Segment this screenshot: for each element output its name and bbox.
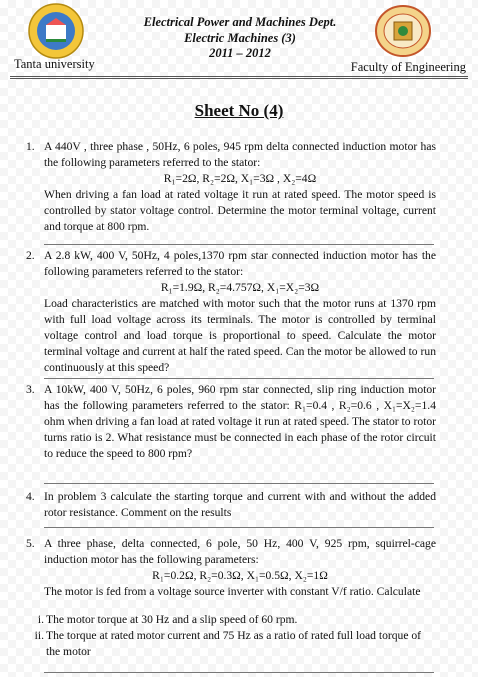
year-heading: 2011 – 2012 (209, 46, 271, 60)
parameters-line: R₁=1.9Ω, R₂=4.757Ω, X₁=X₂=3Ω (160, 281, 320, 294)
university-name: Tanta university (14, 57, 95, 71)
question-text: In problem 3 calculate the starting torque and current with and without the added rotor resistance. Comment on the results (44, 490, 436, 519)
sub-item-i (28, 612, 438, 628)
separator (44, 244, 434, 245)
separator (44, 527, 434, 528)
separator (44, 672, 434, 673)
faculty-name: Faculty of Engineering (350, 60, 466, 74)
sub-item-ii (28, 628, 438, 660)
question-number: 4. (26, 490, 35, 503)
question-text: A 440V , three phase , 50Hz, 6 poles, 945 rpm delta connected induction motor has the following parameters referred to the stator: (44, 140, 436, 169)
sub-item-label: ii. (34, 629, 44, 642)
question-4 (26, 489, 436, 521)
question-number: 1. (26, 140, 35, 153)
sub-item-text: The motor torque at 30 Hz and a slip speed of 60 rpm. (46, 613, 298, 626)
separator (44, 378, 434, 379)
course-heading: Electric Machines (3) (184, 31, 296, 45)
separator (44, 483, 434, 484)
question-text: When driving a fan load at rated voltage it run at rated speed. The motor speed is controlled by stator voltage control. Determine the motor terminal voltage, current and torque at 800 rpm. (44, 188, 436, 233)
question-3 (26, 382, 436, 462)
question-number: 2. (26, 249, 35, 262)
question-number: 3. (26, 383, 35, 396)
tanta-university-logo (28, 3, 84, 59)
question-text: A 10kW, 400 V, 50Hz, 6 poles, 960 rpm star connected, slip ring induction motor has the following parameters referred to the stator: R₁=0.4 , R₂=0.6 , X₁=X₂=1.4 ohm when driving a fan load at rated voltage it run at rated speed. The stator to rotor turns ratio is 2. What resistance must be connected in each phase of the rotor circuit to reduce the speed to 800 rpm? (44, 383, 436, 460)
question-text: Load characteristics are matched with motor such that the motor runs at 1370 rpm with full load voltage across its terminals. The motor is controlled by terminal voltage control and load torque is proportional to speed. Calculate the motor terminal voltage and current at half the rated speed. Can the motor be allowed to run continuously at this speed? (44, 297, 436, 374)
question-text: A 2.8 kW, 400 V, 50Hz, 4 poles,1370 rpm star connected induction motor has the following parameters referred to the stator: (44, 249, 436, 278)
sub-item-text: The torque at rated motor current and 75 Hz as a ratio of rated full load torque of the motor (46, 629, 422, 658)
question-5 (26, 536, 436, 600)
header-rule (10, 76, 468, 77)
question-text: A three phase, delta connected, 6 pole, 50 Hz, 400 V, 925 rpm, squirrel-cage induction motor has the following parameters: (44, 537, 436, 566)
question-1 (26, 139, 436, 235)
sub-item-label: i. (37, 613, 44, 626)
parameters-line: R₁=0.2Ω, R₂=0.3Ω, X₁=0.5Ω, X₂=1Ω (152, 569, 328, 582)
faculty-of-engineering-logo (374, 4, 432, 58)
question-number: 5. (26, 537, 35, 550)
header-rule (10, 78, 468, 79)
parameters-line: R₁=2Ω, R₂=2Ω, X₁=3Ω , X₂=4Ω (163, 172, 317, 185)
question-2 (26, 248, 436, 376)
question-text: The motor is fed from a voltage source inverter with constant V/f ratio. Calculate (44, 585, 421, 598)
department-heading: Electrical Power and Machines Dept. (143, 15, 337, 29)
sheet-title: Sheet No (4) (194, 101, 284, 120)
